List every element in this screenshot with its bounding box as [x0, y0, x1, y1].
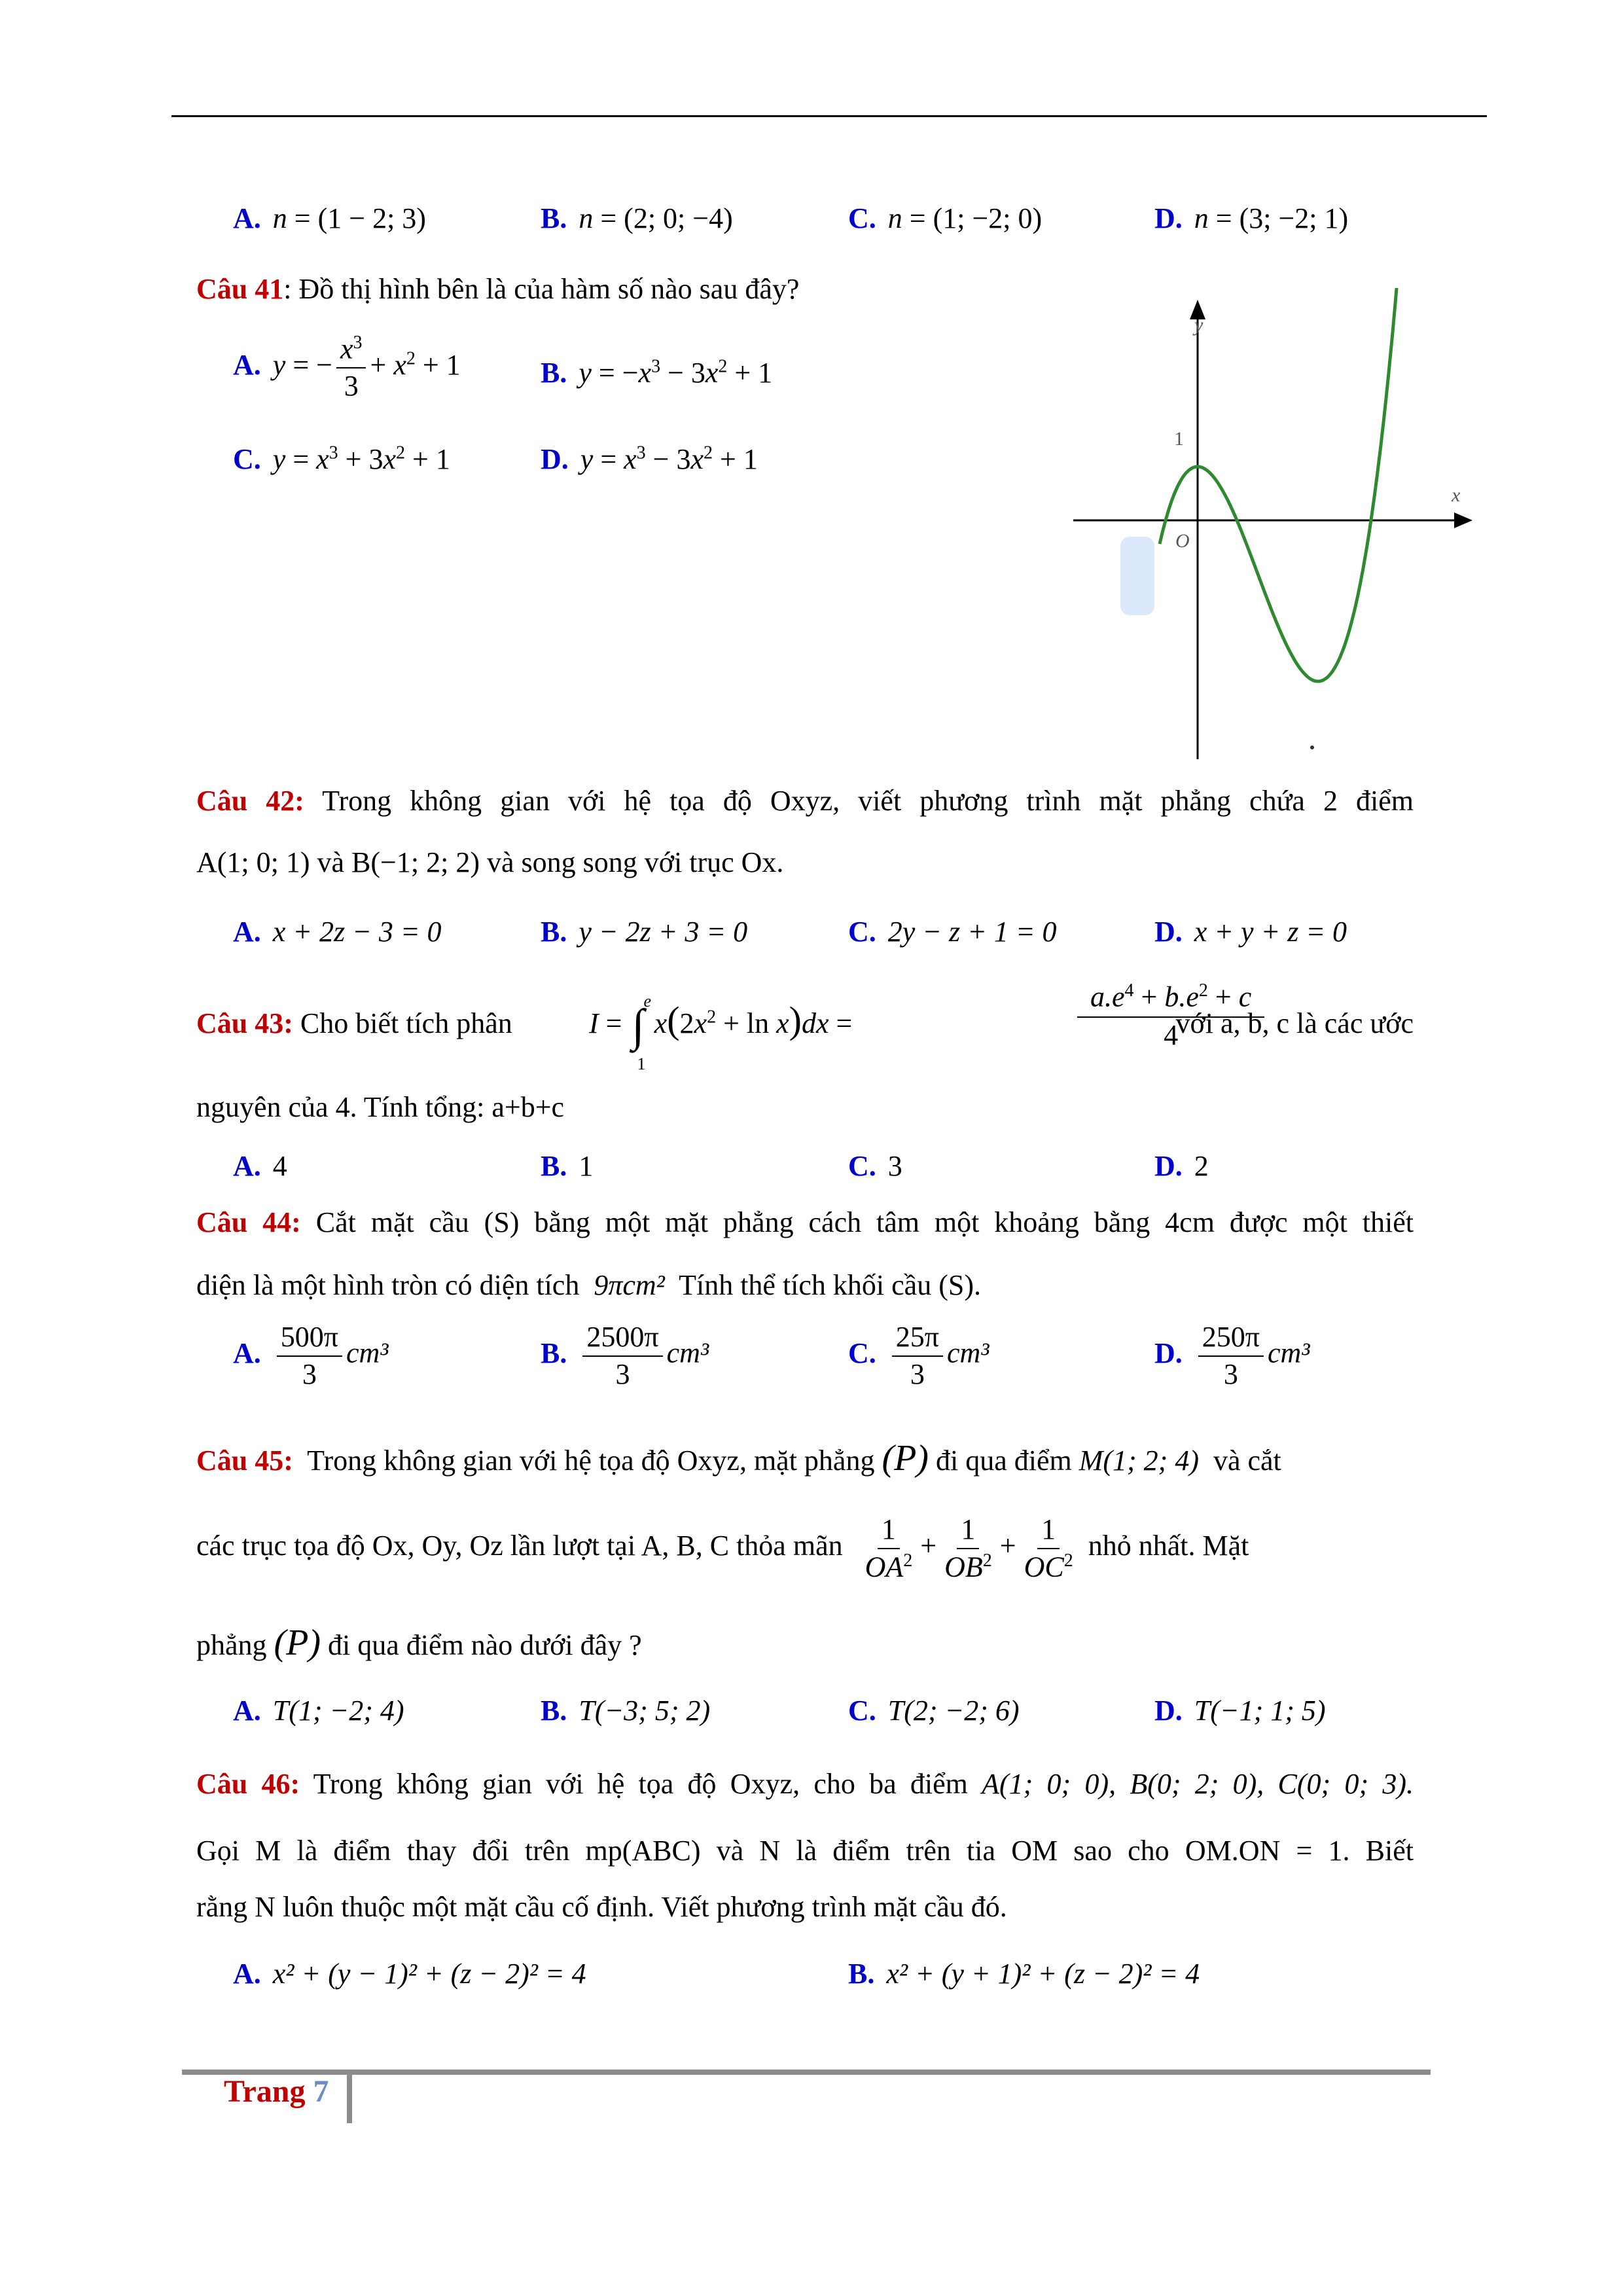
q46-question-line2: Gọi M là điểm thay đổi trên mp(ABC) và N là điểm trên tia OM sao cho OM.ON = 1. Biết	[196, 1835, 1414, 1867]
header-rule	[171, 115, 1487, 117]
x-axis	[1073, 512, 1472, 528]
q42-question-line2: A(1; 0; 1) và B(−1; 2; 2) và song song với trục Ox.	[196, 846, 784, 878]
q40-option-c: C. n = (1; −2; 0)	[848, 202, 1043, 234]
q43-question-line1: Câu 43: Cho biết tích phân I = ∫ e 1 $x(2x^2 + \ln x)dx$ = $\frac{a.e^4 + b.e^2 + c}{4}$ với a, b, c là các ước	[196, 980, 1414, 1073]
q46-question-line1: Câu 46: Trong không gian với hệ tọa độ Oxyz, cho ba điểm A(1; 0; 0), B(0; 2; 0), C(0; 0; 3).	[196, 1768, 1414, 1800]
q41-function-graph	[1047, 288, 1479, 759]
q40-option-d: D. n = (3; −2; 1)	[1154, 202, 1349, 234]
q44-question-line2: diện là một hình tròn có diện tích 9πcm² Tính thể tích khối cầu (S).	[196, 1269, 981, 1301]
tick-label-1: 1	[1174, 428, 1184, 450]
q40-option-b: B. n = (2; 0; −4)	[541, 202, 733, 234]
q41-option-d: D. $y = x^3 - 3x^2 + 1$	[541, 442, 758, 475]
q46-question-line3: rằng N luôn thuộc một mặt cầu cố định. Viết phương trình mặt cầu đó.	[196, 1891, 1007, 1923]
q45-option-c: C. T(2; −2; 6)	[848, 1695, 1020, 1727]
q42-option-b: B. y − 2z + 3 = 0	[541, 916, 748, 948]
q41-question: Câu 41: Đồ thị hình bên là của hàm số nào sau đây?	[196, 273, 800, 305]
q45-question-line1: Câu 45: Trong không gian với hệ tọa độ Oxyz, mặt phẳng (P) đi qua điểm M(1; 2; 4) và cắt	[196, 1438, 1281, 1479]
q43-option-b: B. 1	[541, 1150, 594, 1182]
q45-option-a: A. T(1; −2; 4)	[233, 1695, 404, 1727]
q42-option-a: A. x + 2z − 3 = 0	[233, 916, 442, 948]
q43-option-a: A. 4	[233, 1150, 287, 1182]
footer-rule	[182, 2070, 1431, 2075]
q45-question-line3: phẳng (P) đi qua điểm nào dưới đây ?	[196, 1623, 642, 1663]
q43-option-c: C. 3	[848, 1150, 902, 1182]
q44-question-line1: Câu 44: Cắt mặt cầu (S) bằng một mặt phẳng cách tâm một khoảng bằng 4cm được một thiết	[196, 1206, 1414, 1238]
q45-option-d: D. T(−1; 1; 5)	[1154, 1695, 1326, 1727]
q42-question-line1: Câu 42: Trong không gian với hệ tọa độ Oxyz, viết phương trình mặt phẳng chứa 2 điểm	[196, 785, 1414, 817]
q41-option-a: A. y = − $\frac{x^3}{3}$ + $x^2 + 1$	[233, 332, 461, 403]
q45-question-line2: các trục tọa độ Ox, Oy, Oz lần lượt tại A, B, C thỏa mãn $\frac{1}{OA^2}$ + $\frac{1}{OB^2}$ + $\frac{1}{OC^2}$ nhỏ nhất. Mặt	[196, 1513, 1249, 1583]
q42-option-c: C. 2y − z + 1 = 0	[848, 916, 1057, 948]
y-axis-label: y	[1194, 314, 1204, 336]
footer-divider	[347, 2072, 352, 2123]
scan-smudge	[1120, 537, 1154, 615]
q44-option-d: D. $\frac{250\pi}{3}$ cm³	[1154, 1321, 1310, 1390]
q43-question-line2: nguyên của 4. Tính tổng: a+b+c	[196, 1091, 565, 1123]
q46-option-b: B. x² + (y + 1)² + (z − 2)² = 4	[848, 1958, 1200, 1990]
q42-option-d: D. x + y + z = 0	[1154, 916, 1347, 948]
q41-option-c: C. $y = x^3 + 3x^2 + 1$	[233, 442, 450, 475]
q46-option-a: A. x² + (y − 1)² + (z − 2)² = 4	[233, 1958, 586, 1990]
q44-option-c: C. $\frac{25\pi}{3}$ cm³	[848, 1321, 990, 1390]
q40-option-a: A. n = (1 − 2; 3)	[233, 202, 426, 234]
x-axis-label: x	[1452, 484, 1461, 506]
q43-option-d: D. 2	[1154, 1150, 1209, 1182]
q44-option-b: B. $\frac{2500\pi}{3}$ cm³	[541, 1321, 709, 1390]
q41-option-b: B. $y = -x^3 - 3x^2 + 1$	[541, 356, 773, 389]
origin-label: O	[1175, 530, 1190, 552]
q44-option-a: A. $\frac{500\pi}{3}$ cm³	[233, 1321, 389, 1390]
curve-endpoint-dot	[1310, 745, 1314, 749]
page-number: Trang 7	[224, 2074, 329, 2109]
y-axis	[1190, 300, 1205, 759]
q45-option-b: B. T(−3; 5; 2)	[541, 1695, 711, 1727]
